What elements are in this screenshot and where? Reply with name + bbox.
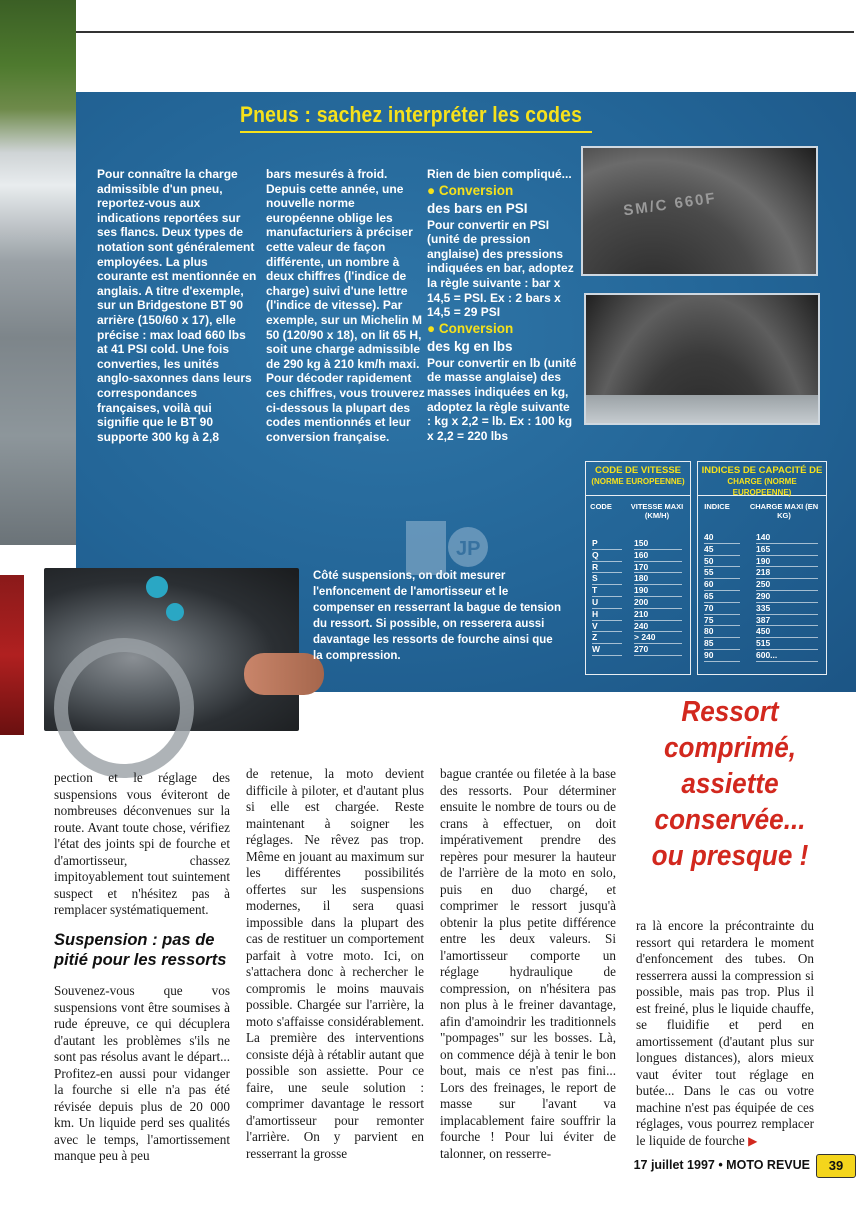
sidebar-title: Pneus : sachez interpréter les codes — [240, 102, 583, 127]
watermark-text: JP — [456, 538, 481, 560]
load-value-cell: 290 — [756, 591, 818, 603]
article-column-3: bague crantée ou filetée à la base des ressorts. Pour déterminer ensuite le nombre de tours ou de crans à effectuer, on doit impérativement prendre des repères pour mesurer la hauteur de l'arrière de la moto en solo, puis en duo chargé, et comprimer le ressort jusqu'à obtenir la plus petite différence entre les deux valeurs. Si l'amortisseur comporte un réglage hydraulique de compression, on n'hésitera pas non plus à le freiner davantage, afin d'amoindrir les traditionnels "pompages" sur les bosses. Là, on commence déjà à tenir le bon bout, mais ce n'est pas fini... Lors des freinages, le report de masse sur l'avant va implacablement faire souffrir la fourche ! Pour lui éviter de talonner, on resserre- — [440, 766, 616, 1161]
load-index-cell: 55 — [704, 567, 740, 579]
tire-tread-photo — [584, 293, 820, 425]
article-subheading: Suspension : pas de pitié pour les ressorts — [54, 931, 227, 969]
sidebar-column-2: bars mesurés à froid. Depuis cette année, une nouvelle norme européenne oblige les manufacturiers à préciser cette valeur de façon différente, un nombre à deux chiffres (l'indice de charge) suivi d'une lettre (l'indice de vitesse). Par exemple, sur un Michelin M 50 (120/90 x 18), on lit 65 H, soit une charge admissible de 290 kg à 210 km/h maxi. Pour décoder rapidement ces chiffres, vous trouverez ci-dessous la plupart des codes mentionnés et leur conversion française. — [266, 167, 425, 444]
speed-col-speed-header: VITESSE MAXI (KM/H) — [630, 502, 684, 520]
speed-code-table — [585, 461, 691, 675]
load-index-cell: 85 — [704, 638, 740, 650]
photo-caption: Côté suspensions, on doit mesurer l'enfoncement de l'amortisseur et le compenser en resserrant la bague de tension du ressort. Si possible, on resserera aussi davantage les ressorts de fourche ainsi que la compression. — [313, 570, 561, 662]
speed-value-cell: 160 — [634, 550, 682, 562]
fork-adjustment-photo — [44, 568, 299, 731]
conversion-bar-subheading: des bars en PSI — [427, 200, 528, 216]
page-number: 39 — [816, 1154, 856, 1178]
top-rule — [76, 31, 854, 33]
speed-value-cell: 170 — [634, 562, 682, 574]
load-index-cell: 45 — [704, 544, 740, 556]
speed-code-cell: T — [592, 585, 622, 597]
load-index-cell: 80 — [704, 626, 740, 638]
load-value-cell: 515 — [756, 638, 818, 650]
article-column-1-bottom: Souvenez-vous que vos suspensions vont être soumises à rude épreuve, ce qui décuplera d'autant les problèmes s'ils ne sont pas résolus avant le départ... Profitez-en aussi pour vidanger la fourche si elle n'a pas été révisée depuis plus de 20 000 km. Un liquide perd ses qualités avec le temps, l'amortissement manque peu à peu — [54, 983, 230, 1163]
article-column-2: de retenue, la moto devient difficile à piloter, et d'autant plus si elle est chargée. Reste maintenant à soigner les réglages. Ne rêvez pas trop. Même en jouant au maximum sur les différentes possibilités offertes sur les suspensions modernes, il sera quasi impossible dans la plupart des cas de restituer un comportement parfait à votre moto. Ici, on s'attachera donc à rechercher le compromis le moins mauvais possible. Chargée sur l'arrière, la moto s'affaisse considérablement. La première des interventions consiste déjà à rétablir autant que possible son assiette. Pour ce faire, une seule solution : comprimer davantage le ressort d'amortisseur pour remonter l'arrière. On y parvient en resserrant la grosse — [246, 766, 424, 1161]
conversion-kg-text: Pour convertir en lb (unité de masse anglaise) des masses indiquées en kg, adoptez la règle suivante : kg x 2,2 = lb. Ex : 100 kg x 2,2 = 220 lbs — [427, 355, 577, 443]
load-value-cell: 600... — [756, 650, 818, 662]
red-motorcycle-photo-edge — [0, 575, 24, 735]
intro-text: Rien de bien compliqué... — [427, 167, 572, 181]
speed-code-cell: S — [592, 573, 622, 585]
article-column-4: ra là encore la précontrainte du ressort qui retardera le moment d'enfoncement des tubes. On resserrera aussi la compression si possible, mais pas trop. Plus il est freiné, plus le liquide chauffe, se fluidifie et perd en amortissement (d'autant plus sur longues distances), alors mieux vaut éviter tout réglage en butée... Dans le cas ou votre machine n'est pas équipée de ces réglages, vous pourrez remplacer le liquide de fourche ▶ — [636, 918, 814, 1148]
load-value-cell: 387 — [756, 615, 818, 627]
hedge-wall-photo — [0, 0, 76, 545]
speed-code-cell: H — [592, 609, 622, 621]
load-index-cell: 40 — [704, 532, 740, 544]
speed-value-cell: 200 — [634, 597, 682, 609]
sidebar-title-underline — [240, 131, 592, 133]
sidebar-column-3 — [427, 167, 577, 443]
load-value-cell: 190 — [756, 556, 818, 568]
tire-marking: SM/C 660F — [622, 189, 718, 220]
speed-codes-column — [592, 538, 622, 656]
conversion-kg-heading: ● Conversion — [427, 320, 514, 336]
load-value-cell: 335 — [756, 603, 818, 615]
conversion-kg-subheading: des kg en lbs — [427, 338, 513, 354]
load-index-cell: 75 — [704, 615, 740, 627]
footer-issue-date: 17 juillet 1997 • MOTO REVUE — [633, 1158, 810, 1172]
load-table-header: INDICES DE CAPACITÉ DE CHARGE (NORME EUROPEENNE) — [698, 462, 826, 496]
load-index-cell: 70 — [704, 603, 740, 615]
article-headline: Ressort comprimé, assiette conservée... ou presque ! — [651, 696, 809, 872]
speed-value-cell: > 240 — [634, 632, 682, 644]
speed-code-cell: V — [592, 621, 622, 633]
speed-value-cell: 190 — [634, 585, 682, 597]
article-column-1-top: pection et le réglage des suspensions vous éviteront de nombreuses déconvenues sur la route. Avant toute chose, vérifiez l'état des joints spi de fourche et d'amortisseur, chassez impitoyablement tout suintement suspect et n'hésitez pas à remplacer systématiquement. — [54, 770, 230, 917]
bullet-icon: ● — [427, 182, 436, 198]
end-of-article-icon: ▶ — [748, 1133, 758, 1148]
load-index-cell: 65 — [704, 591, 740, 603]
speed-code-cell: W — [592, 644, 622, 656]
load-value-cell: 450 — [756, 626, 818, 638]
conversion-bar-text: Pour convertir en PSI (unité de pression anglaise) des pressions indiquées en bar, adoptez la règle suivante : bar x 14,5 = PSI. Ex : 2 bars x 14,5 = 29 PSI — [427, 217, 574, 320]
load-value-cell: 165 — [756, 544, 818, 556]
load-value-cell: 140 — [756, 532, 818, 544]
speed-code-cell: Q — [592, 550, 622, 562]
load-index-cell: 50 — [704, 556, 740, 568]
load-value-cell: 218 — [756, 567, 818, 579]
speed-values-column — [634, 538, 682, 656]
conversion-bar-heading: ● Conversion — [427, 182, 514, 198]
jp-watermark-logo — [404, 517, 488, 579]
speed-value-cell: 150 — [634, 538, 682, 550]
load-index-cell: 60 — [704, 579, 740, 591]
speed-col-code-header: CODE — [590, 502, 612, 511]
speed-code-cell: Z — [592, 632, 622, 644]
speed-code-cell: U — [592, 597, 622, 609]
speed-value-cell: 180 — [634, 573, 682, 585]
tire-sidewall-photo — [581, 146, 818, 276]
load-col-load-header: CHARGE MAXI (EN KG) — [749, 502, 819, 520]
load-indices-column — [704, 532, 740, 662]
load-index-table — [697, 461, 827, 675]
load-value-cell: 250 — [756, 579, 818, 591]
speed-value-cell: 210 — [634, 609, 682, 621]
speed-table-header: CODE DE VITESSE (NORME EUROPEENNE) — [586, 462, 690, 496]
bullet-icon: ● — [427, 320, 436, 336]
speed-code-cell: P — [592, 538, 622, 550]
speed-value-cell: 270 — [634, 644, 682, 656]
load-index-cell: 90 — [704, 650, 740, 662]
sidebar-column-1: Pour connaître la charge admissible d'un pneu, reportez-vous aux indications reportées sur ses flancs. Deux types de notation sont généralement employées. La plus courante est mentionnée en anglais. A titre d'exemple, sur un Bridgestone BT 90 arrière (150/60 x 17), elle précise : max load 660 lbs at 41 PSI cold. Une fois converties, les unités anglo-saxonnes dans leurs correspondances françaises, voilà qui signifie que le BT 90 supporte 300 kg à 2,8 — [97, 167, 257, 444]
load-col-index-header: INDICE — [704, 502, 730, 511]
speed-code-cell: R — [592, 562, 622, 574]
speed-value-cell: 240 — [634, 621, 682, 633]
load-values-column — [756, 532, 818, 662]
